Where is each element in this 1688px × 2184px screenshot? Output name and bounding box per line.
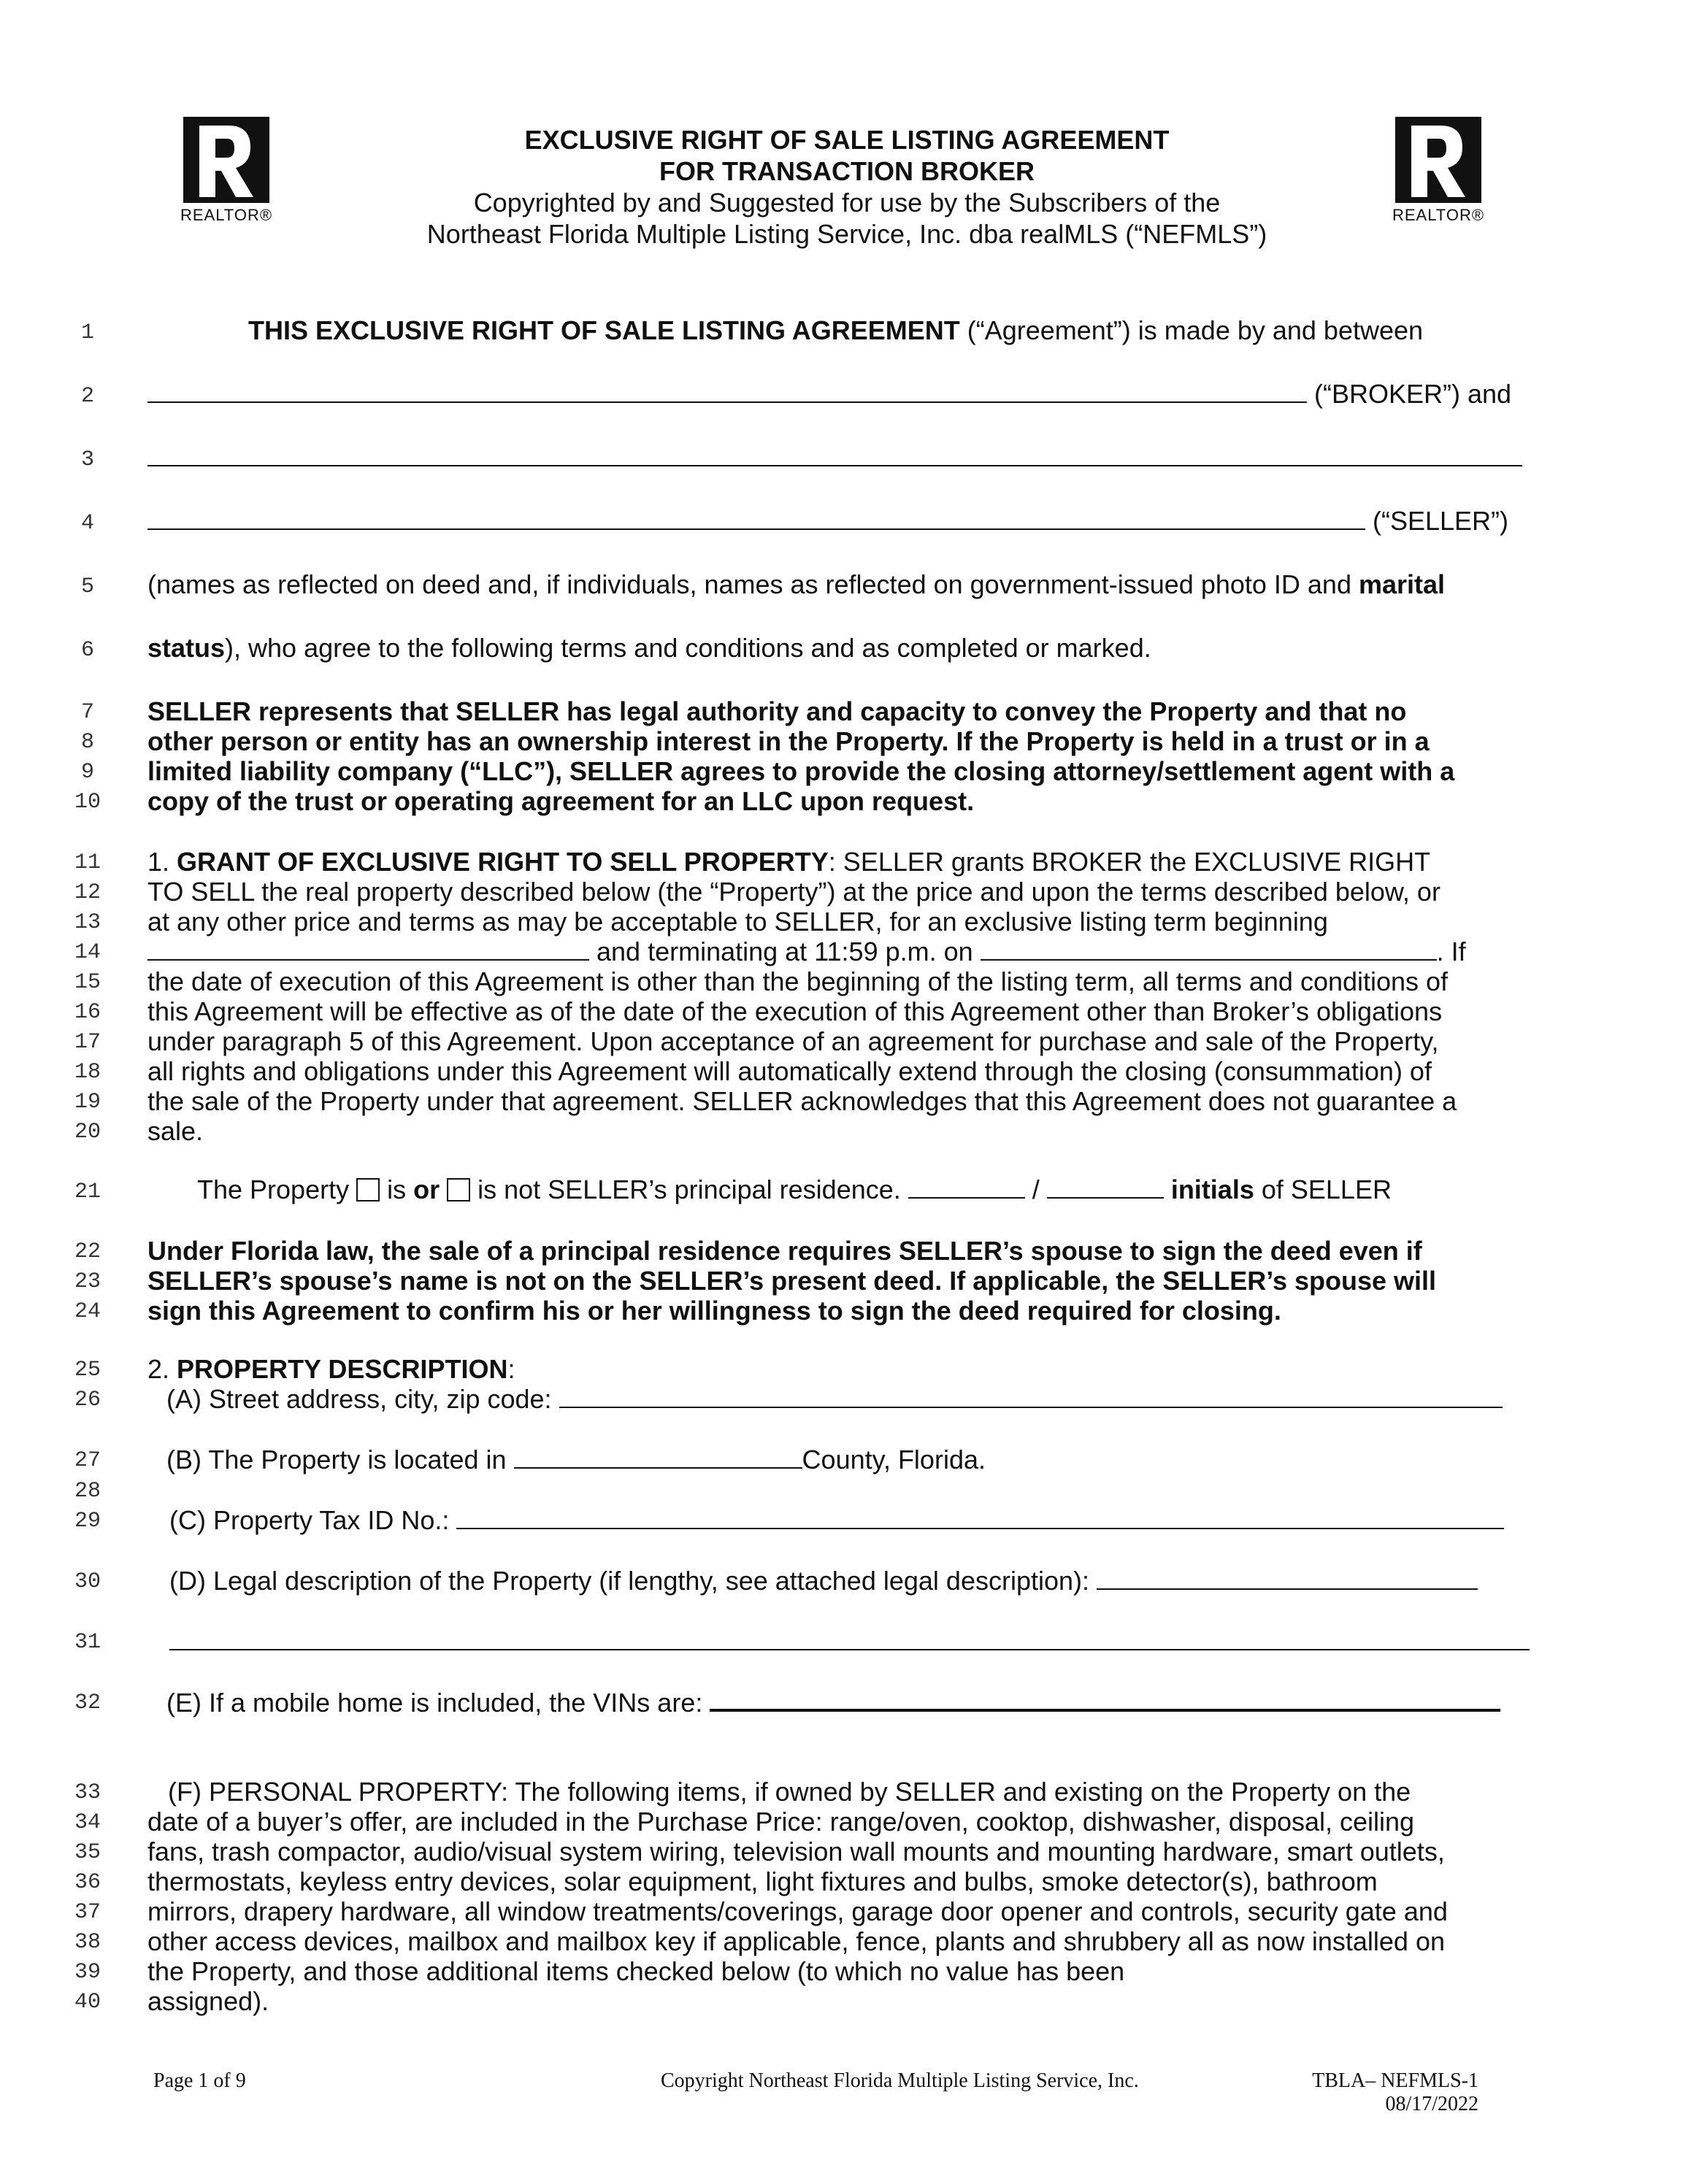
line-number: 25 xyxy=(74,1358,101,1383)
line-number: 5 xyxy=(80,574,94,599)
line-number: 29 xyxy=(74,1509,101,1534)
seller-name-field-1[interactable] xyxy=(147,443,1522,466)
broker-name-field[interactable] xyxy=(147,380,1307,403)
line-number: 13 xyxy=(74,910,101,935)
line-13: at any other price and terms as may be acceptable to SELLER, for an exclusive listing term beginning xyxy=(147,907,1328,937)
line-number: 18 xyxy=(74,1060,101,1085)
line-3 xyxy=(147,442,1522,472)
line-number: 4 xyxy=(80,511,94,536)
line-31 xyxy=(169,1626,1530,1656)
line-29: (C) Property Tax ID No.: xyxy=(169,1505,1504,1535)
line-number: 8 xyxy=(80,730,94,755)
line-10: copy of the trust or operating agreement for an LLC upon request. xyxy=(147,786,975,816)
line-number: 7 xyxy=(80,700,94,725)
line-36: thermostats, keyless entry devices, solar equipment, light fixtures and bulbs, smoke detector(s), bathroom xyxy=(147,1866,1378,1896)
line-12: TO SELL the real property described below (the “Property”) at the price and upon the terms described below, or xyxy=(147,877,1440,907)
realtor-logo-caption: REALTOR® xyxy=(180,206,273,224)
principal-residence-no-checkbox[interactable] xyxy=(447,1178,470,1201)
line-7: SELLER represents that SELLER has legal authority and capacity to convey the Property and that no xyxy=(147,696,1407,726)
footer-copyright: Copyright Northeast Florida Multiple Listing Service, Inc. xyxy=(661,2069,1139,2092)
line-number: 38 xyxy=(74,1930,101,1955)
mobile-home-vin-field[interactable] xyxy=(710,1687,1500,1712)
line-40: assigned). xyxy=(147,1986,269,2016)
realtor-logo-left xyxy=(172,117,281,225)
principal-residence-yes-checkbox[interactable] xyxy=(356,1178,380,1201)
line-39: the Property, and those additional items checked below (to which no value has been xyxy=(147,1956,1125,1986)
form-id: TBLA– NEFMLS-1 08/17/2022 xyxy=(1292,2069,1478,2116)
line-38: other access devices, mailbox and mailbox key if applicable, fence, plants and shrubbery all as now installed on xyxy=(147,1926,1445,1956)
seller-initials-field-1[interactable] xyxy=(908,1175,1025,1199)
line-number: 40 xyxy=(74,1990,101,2015)
line-23: SELLER’s spouse’s name is not on the SELLER’s present deed. If applicable, the SELLER’s spouse will xyxy=(147,1266,1437,1296)
line-17: under paragraph 5 of this Agreement. Upon acceptance of an agreement for purchase and sale of the Property, xyxy=(147,1026,1439,1056)
line-number: 30 xyxy=(74,1569,101,1594)
line-number: 19 xyxy=(74,1090,101,1115)
line-number: 3 xyxy=(80,447,94,472)
copyright-notice-org: Northeast Florida Multiple Listing Service, Inc. dba realMLS (“NEFMLS”) xyxy=(426,219,1267,249)
county-field[interactable] xyxy=(514,1445,802,1469)
line-number: 1 xyxy=(80,320,94,345)
legal-description-field-2[interactable] xyxy=(169,1627,1530,1650)
line-number: 35 xyxy=(74,1840,101,1865)
legal-description-field[interactable] xyxy=(1097,1566,1478,1590)
line-number: 10 xyxy=(74,790,101,815)
line-number: 17 xyxy=(74,1030,101,1055)
listing-start-date-field[interactable] xyxy=(147,937,589,961)
line-number: 11 xyxy=(74,850,101,875)
line-2: (“BROKER”) and xyxy=(147,379,1511,409)
page-number: Page 1 of 9 xyxy=(153,2069,246,2092)
line-number: 32 xyxy=(74,1691,101,1715)
form-date: 08/17/2022 xyxy=(1385,2093,1478,2115)
line-5: (names as reflected on deed and, if individuals, names as reflected on government-issued photo ID and marital xyxy=(147,569,1446,599)
realtor-logo-caption: REALTOR® xyxy=(1392,206,1485,224)
line-number: 22 xyxy=(74,1239,101,1264)
line-number: 15 xyxy=(74,970,101,995)
seller-initials-field-2[interactable] xyxy=(1047,1175,1164,1199)
line-1: THIS EXCLUSIVE RIGHT OF SALE LISTING AGREEMENT (“Agreement”) is made by and between xyxy=(248,315,1424,345)
seller-name-field-2[interactable] xyxy=(147,507,1365,530)
line-14: and terminating at 11:59 p.m. on . If xyxy=(147,937,1466,966)
line-number: 31 xyxy=(74,1630,101,1655)
line-number: 24 xyxy=(74,1299,101,1324)
line-24: sign this Agreement to confirm his or her willingness to sign the deed required for closing. xyxy=(147,1296,1281,1326)
line-number: 6 xyxy=(80,638,94,663)
line-number: 36 xyxy=(74,1870,101,1895)
line-22: Under Florida law, the sale of a principal residence requires SELLER’s spouse to sign the deed even if xyxy=(147,1236,1422,1266)
line-32: (E) If a mobile home is included, the VINs are: xyxy=(166,1687,1500,1718)
line-30: (D) Legal description of the Property (if lengthy, see attached legal description): xyxy=(169,1566,1478,1596)
line-19: the sale of the Property under that agreement. SELLER acknowledges that this Agreement does not guarantee a xyxy=(147,1086,1457,1116)
street-address-field[interactable] xyxy=(559,1385,1503,1408)
line-number: 39 xyxy=(74,1960,101,1985)
line-20: sale. xyxy=(147,1116,204,1146)
line-37: mirrors, drapery hardware, all window treatments/coverings, garage door opener and controls, security gate and xyxy=(147,1896,1448,1926)
line-number: 9 xyxy=(80,760,94,785)
realtor-r-icon xyxy=(1395,117,1481,203)
line-number: 20 xyxy=(74,1120,101,1145)
line-number: 28 xyxy=(74,1479,101,1504)
line-number: 16 xyxy=(74,1000,101,1025)
line-18: all rights and obligations under this Agreement will automatically extend through the closing (consummation) of xyxy=(147,1056,1432,1086)
line-number: 21 xyxy=(74,1180,101,1204)
realtor-logo-right xyxy=(1384,117,1493,225)
realtor-r-icon xyxy=(183,117,269,203)
line-16: this Agreement will be effective as of the date of the execution of this Agreement other than Broker’s obligations xyxy=(147,996,1443,1026)
line-number: 34 xyxy=(74,1810,101,1835)
line-number: 27 xyxy=(74,1448,101,1473)
copyright-notice: Copyrighted by and Suggested for use by the Subscribers of the xyxy=(473,188,1221,218)
line-4: (“SELLER”) xyxy=(147,506,1508,536)
document-title: EXCLUSIVE RIGHT OF SALE LISTING AGREEMENT xyxy=(524,125,1170,155)
line-6: status), who agree to the following terms and conditions and as completed or marked. xyxy=(147,633,1151,663)
line-21: The Property is or is not SELLER’s principal residence. / initials of SELLER xyxy=(197,1174,1392,1204)
line-number: 26 xyxy=(74,1388,101,1412)
line-11: 1. GRANT OF EXCLUSIVE RIGHT TO SELL PROPERTY: SELLER grants BROKER the EXCLUSIVE RIGHT xyxy=(147,847,1431,877)
line-number: 12 xyxy=(74,880,101,905)
line-number: 14 xyxy=(74,940,101,965)
line-27: (B) The Property is located in County, Florida. xyxy=(166,1445,986,1474)
line-25: 2. PROPERTY DESCRIPTION: xyxy=(147,1354,515,1384)
line-8: other person or entity has an ownership interest in the Property. If the Property is held in a trust or in a xyxy=(147,726,1430,756)
line-number: 2 xyxy=(80,384,94,409)
line-number: 33 xyxy=(74,1780,101,1805)
line-35: fans, trash compactor, audio/visual system wiring, television wall mounts and mounting hardware, smart outlets, xyxy=(147,1837,1445,1866)
line-34: date of a buyer’s offer, are included in the Purchase Price: range/oven, cooktop, dishwasher, disposal, ceiling xyxy=(147,1807,1415,1837)
tax-id-field[interactable] xyxy=(456,1506,1504,1529)
line-26: (A) Street address, city, zip code: xyxy=(166,1384,1503,1414)
document-header xyxy=(365,124,1329,250)
line-33: (F) PERSONAL PROPERTY: The following items, if owned by SELLER and existing on the Property on the xyxy=(168,1777,1411,1807)
listing-end-date-field[interactable] xyxy=(981,937,1437,961)
line-9: limited liability company (“LLC”), SELLER agrees to provide the closing attorney/settlement agent with a xyxy=(147,756,1455,786)
line-15: the date of execution of this Agreement is other than the beginning of the listing term, all terms and conditions of xyxy=(147,966,1449,996)
document-subtitle: FOR TRANSACTION BROKER xyxy=(659,156,1035,186)
line-number: 37 xyxy=(74,1900,101,1925)
line-number: 23 xyxy=(74,1269,101,1294)
